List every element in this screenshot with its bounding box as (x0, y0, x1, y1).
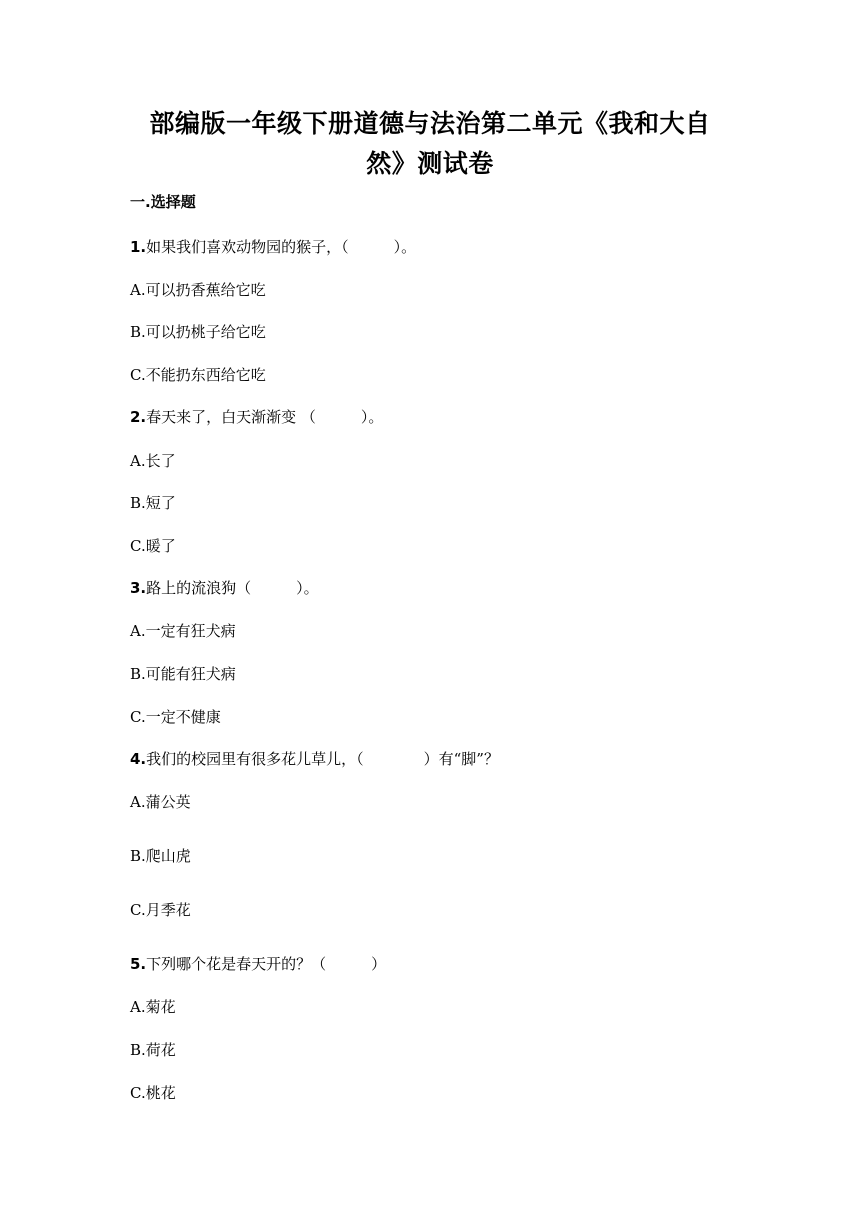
option-3a: A.一定有狂犬病 (130, 622, 236, 640)
question-text: 春天来了，白天渐渐变 （ ）。 (146, 408, 384, 426)
title-line-1: 部编版一年级下册道德与法治第二单元《我和大自 (149, 109, 711, 138)
option-4a: A.蒲公英 (130, 793, 191, 811)
option-3c: C.一定不健康 (130, 708, 221, 726)
question-text: 我们的校园里有很多花儿草儿，（ ）有“脚”？ (146, 750, 499, 768)
question-number: 2. (130, 408, 147, 426)
option-5a: A.菊花 (130, 998, 176, 1016)
option-1b: B.可以扔桃子给它吃 (130, 323, 266, 341)
option-5c: C.桃花 (130, 1084, 176, 1102)
option-4b: B.爬山虎 (130, 847, 191, 865)
question-4 (130, 747, 499, 771)
option-4c: C.月季花 (130, 901, 191, 919)
title-line-2: 然》测试卷 (366, 149, 494, 178)
option-1a: A.可以扔香蕉给它吃 (130, 281, 266, 299)
question-5 (130, 952, 386, 976)
question-number: 5. (130, 955, 147, 973)
option-1c: C.不能扔东西给它吃 (130, 366, 266, 384)
option-3b: B.可能有狂犬病 (130, 665, 236, 683)
page-title (120, 104, 740, 184)
question-number: 4. (130, 750, 147, 768)
option-2b: B.短了 (130, 494, 176, 512)
question-3 (130, 576, 319, 600)
question-1 (130, 235, 416, 259)
question-number: 1. (130, 238, 147, 256)
option-2a: A.长了 (130, 452, 176, 470)
question-2 (130, 405, 383, 429)
option-5b: B.荷花 (130, 1041, 176, 1059)
option-2c: C.暖了 (130, 537, 176, 555)
question-text: 下列哪个花是春天开的？（ ） (146, 955, 387, 973)
question-number: 3. (130, 579, 147, 597)
question-text: 路上的流浪狗（ ）。 (146, 579, 319, 597)
question-text: 如果我们喜欢动物园的猴子，（ ）。 (146, 238, 417, 256)
section-heading: 一.选择题 (130, 193, 196, 211)
